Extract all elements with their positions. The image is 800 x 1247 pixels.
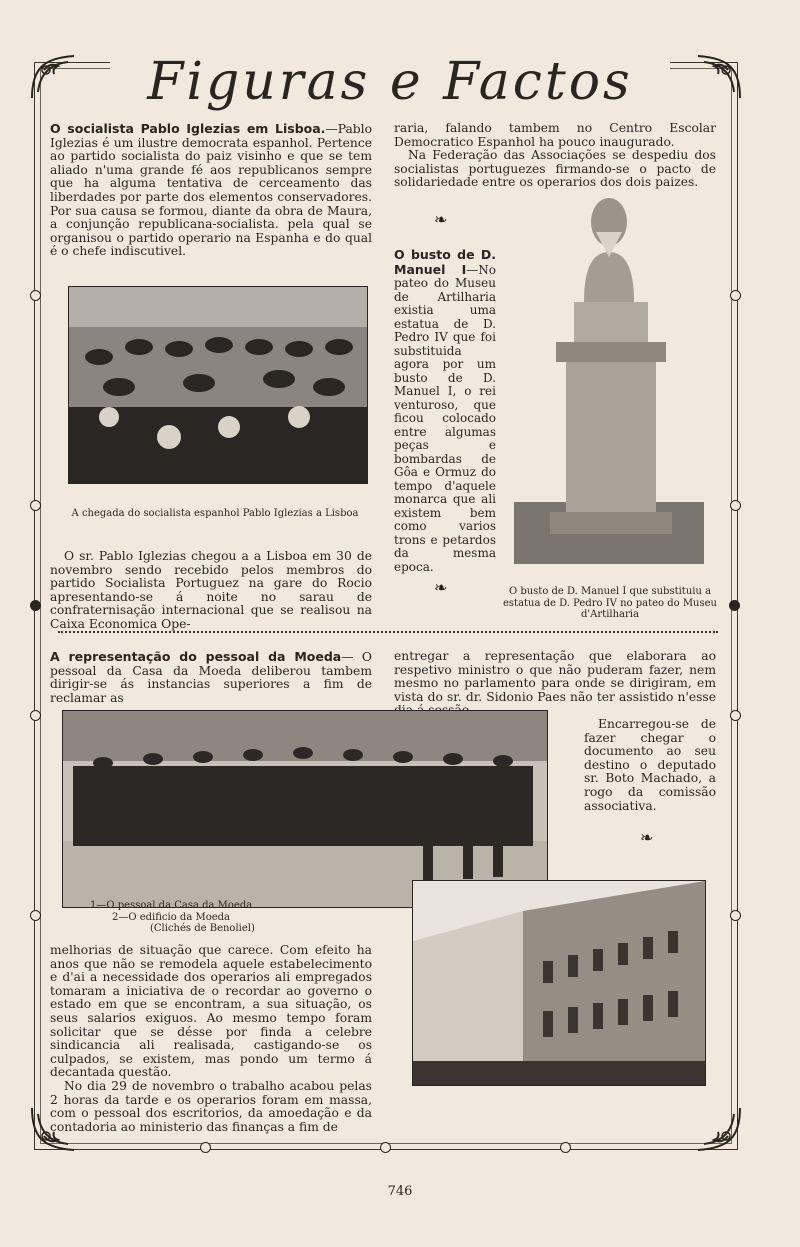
border-bullet (729, 600, 740, 611)
caption-iglezias: A chegada do socialista espanhol Pablo Iglezias a Lisboa (71, 508, 359, 519)
heading-moeda: A representação do pessoal da Moeda (50, 649, 342, 664)
page-number: 746 (387, 1184, 413, 1199)
leaf-ornament-icon: ❧ (434, 578, 448, 597)
leaf-ornament-icon: ❧ (640, 828, 654, 847)
section-divider (58, 631, 718, 639)
border-stud (30, 910, 41, 921)
text: Encarregou-se de fazer chegar o documento ao seu destino o deputado sr. Boto Machado, a rogo da comissão associativa. (584, 716, 716, 813)
article-iglezias-intro (50, 122, 372, 259)
border-stud (730, 910, 741, 921)
corner-ornament-top-left (24, 48, 82, 106)
page-title: Figuras e Factos (110, 46, 670, 118)
photo-iglezias-crowd (68, 286, 368, 484)
photo-moeda-staff (62, 710, 548, 908)
heading-iglezias: O socialista Pablo Iglezias em Lisboa. (50, 121, 326, 136)
text: No dia 29 de novembro o trabalho acabou pelas 2 horas da tarde e os operarios foram em massa, com o pessoal dos escritorios, da amoedação e da contadoria ao ministerio das finanças a fim de (50, 1078, 372, 1134)
text: entregar a representação que elaborara ao respetivo ministro o que não puderam fazer, nem mesmo no parlamento para onde se dirigiram, em vista do sr. dr. Sidonio Paes não ter assistido n'esse (394, 649, 716, 704)
photo-moeda-building (412, 880, 706, 1086)
leaf-ornament-icon: ❧ (434, 210, 448, 229)
text: melhorias de situação que carece. Com efeito ha anos que não se remodela aquele estabelecimento e d'ai a necessidade dos operarios ali empregados tomaram a iniciativa de o recordar ao governo o estado em que se encontram, a sua situação, os seus salarios exiguos. Ao mesmo tempo foram solicitar que se désse por finda a celebre sindicancia ali realisada, castigando-se os culpados, se existem, mas pondo um termo á decantada questão. (50, 943, 372, 1080)
border-stud (730, 500, 741, 511)
text: raria, falando tambem no Centro Escolar Democratico Espanhol ha pouco inaugurado. (394, 121, 716, 149)
caption-busto: O busto de D. Manuel I que substituiu a estatua de D. Pedro IV no pateo do Museu d'Artilharia (503, 586, 717, 620)
article-busto (394, 248, 496, 574)
article-moeda-body (50, 944, 372, 1134)
caption-line: 2—O edificio da Moeda (112, 911, 231, 923)
border-bullet (30, 600, 41, 611)
heading-busto: O busto de D. Manuel I (394, 247, 496, 277)
border-stud (380, 1142, 391, 1153)
photo-busto (514, 192, 704, 564)
article-moeda-intro (50, 650, 372, 705)
caption-moeda (70, 900, 300, 935)
text: Na Federação das Associações se despediu dos socialistas portuguezes firmando-se o pacto de solidariedade entre os operarios dos dois paizes. (394, 148, 716, 190)
corner-ornament-bottom-right (690, 1100, 748, 1158)
border-stud (560, 1142, 571, 1153)
border-stud (200, 1142, 211, 1153)
text: —No pateo do Museu de Artilharia existia uma estatua de D. Pedro IV que foi substituida agora por um busto de D. Manuel I, o rei venturoso, que ficou colocado entre algumas peças e bombardas de Gôa e Ormuz do tempo d'aquele monarca que ali existem bem como varios trons e petardos da mesma epoca. (394, 262, 496, 574)
border-stud (30, 710, 41, 721)
article-iglezias-continued (394, 122, 716, 190)
corner-ornament-top-right (690, 48, 748, 106)
text: —Pablo Iglezias é um ilustre democrata espanhol. Pertence ao partido socialista do paiz visinho e que se tem aliado n'uma grande fé aos republicanos sempre que ha alguma tentativa de cerceamento das liberdades por parte dos elementos conservadores. Por sua causa se formou, diante da obra de Maura, a conjunção republicana-socialista. pela qual se organisou o partido operario na Espanha e do qual é o chefe indiscutivel. (50, 122, 372, 259)
text: O sr. Pablo Iglezias chegou a a Lisboa em 30 de novembro sendo recebido pelos membros do partido Socialista Portuguez na gare do Rocio apresentando-se á noite no sarau de confraternisação internacional que se realisou na Caixa Economica Ope- (50, 549, 372, 631)
caption-line: 1—O pessoal da Casa da Moeda (90, 900, 253, 911)
text: — O pessoal da Casa da Moeda deliberou tambem dirigir-se ás instancias superiores a fim de reclamar as (50, 650, 372, 705)
article-iglezias-arrival (50, 550, 372, 632)
caption-line: (Clichés de Benoliel) (150, 923, 255, 934)
border-stud (730, 710, 741, 721)
border-stud (30, 500, 41, 511)
border-stud (730, 290, 741, 301)
border-stud (30, 290, 41, 301)
